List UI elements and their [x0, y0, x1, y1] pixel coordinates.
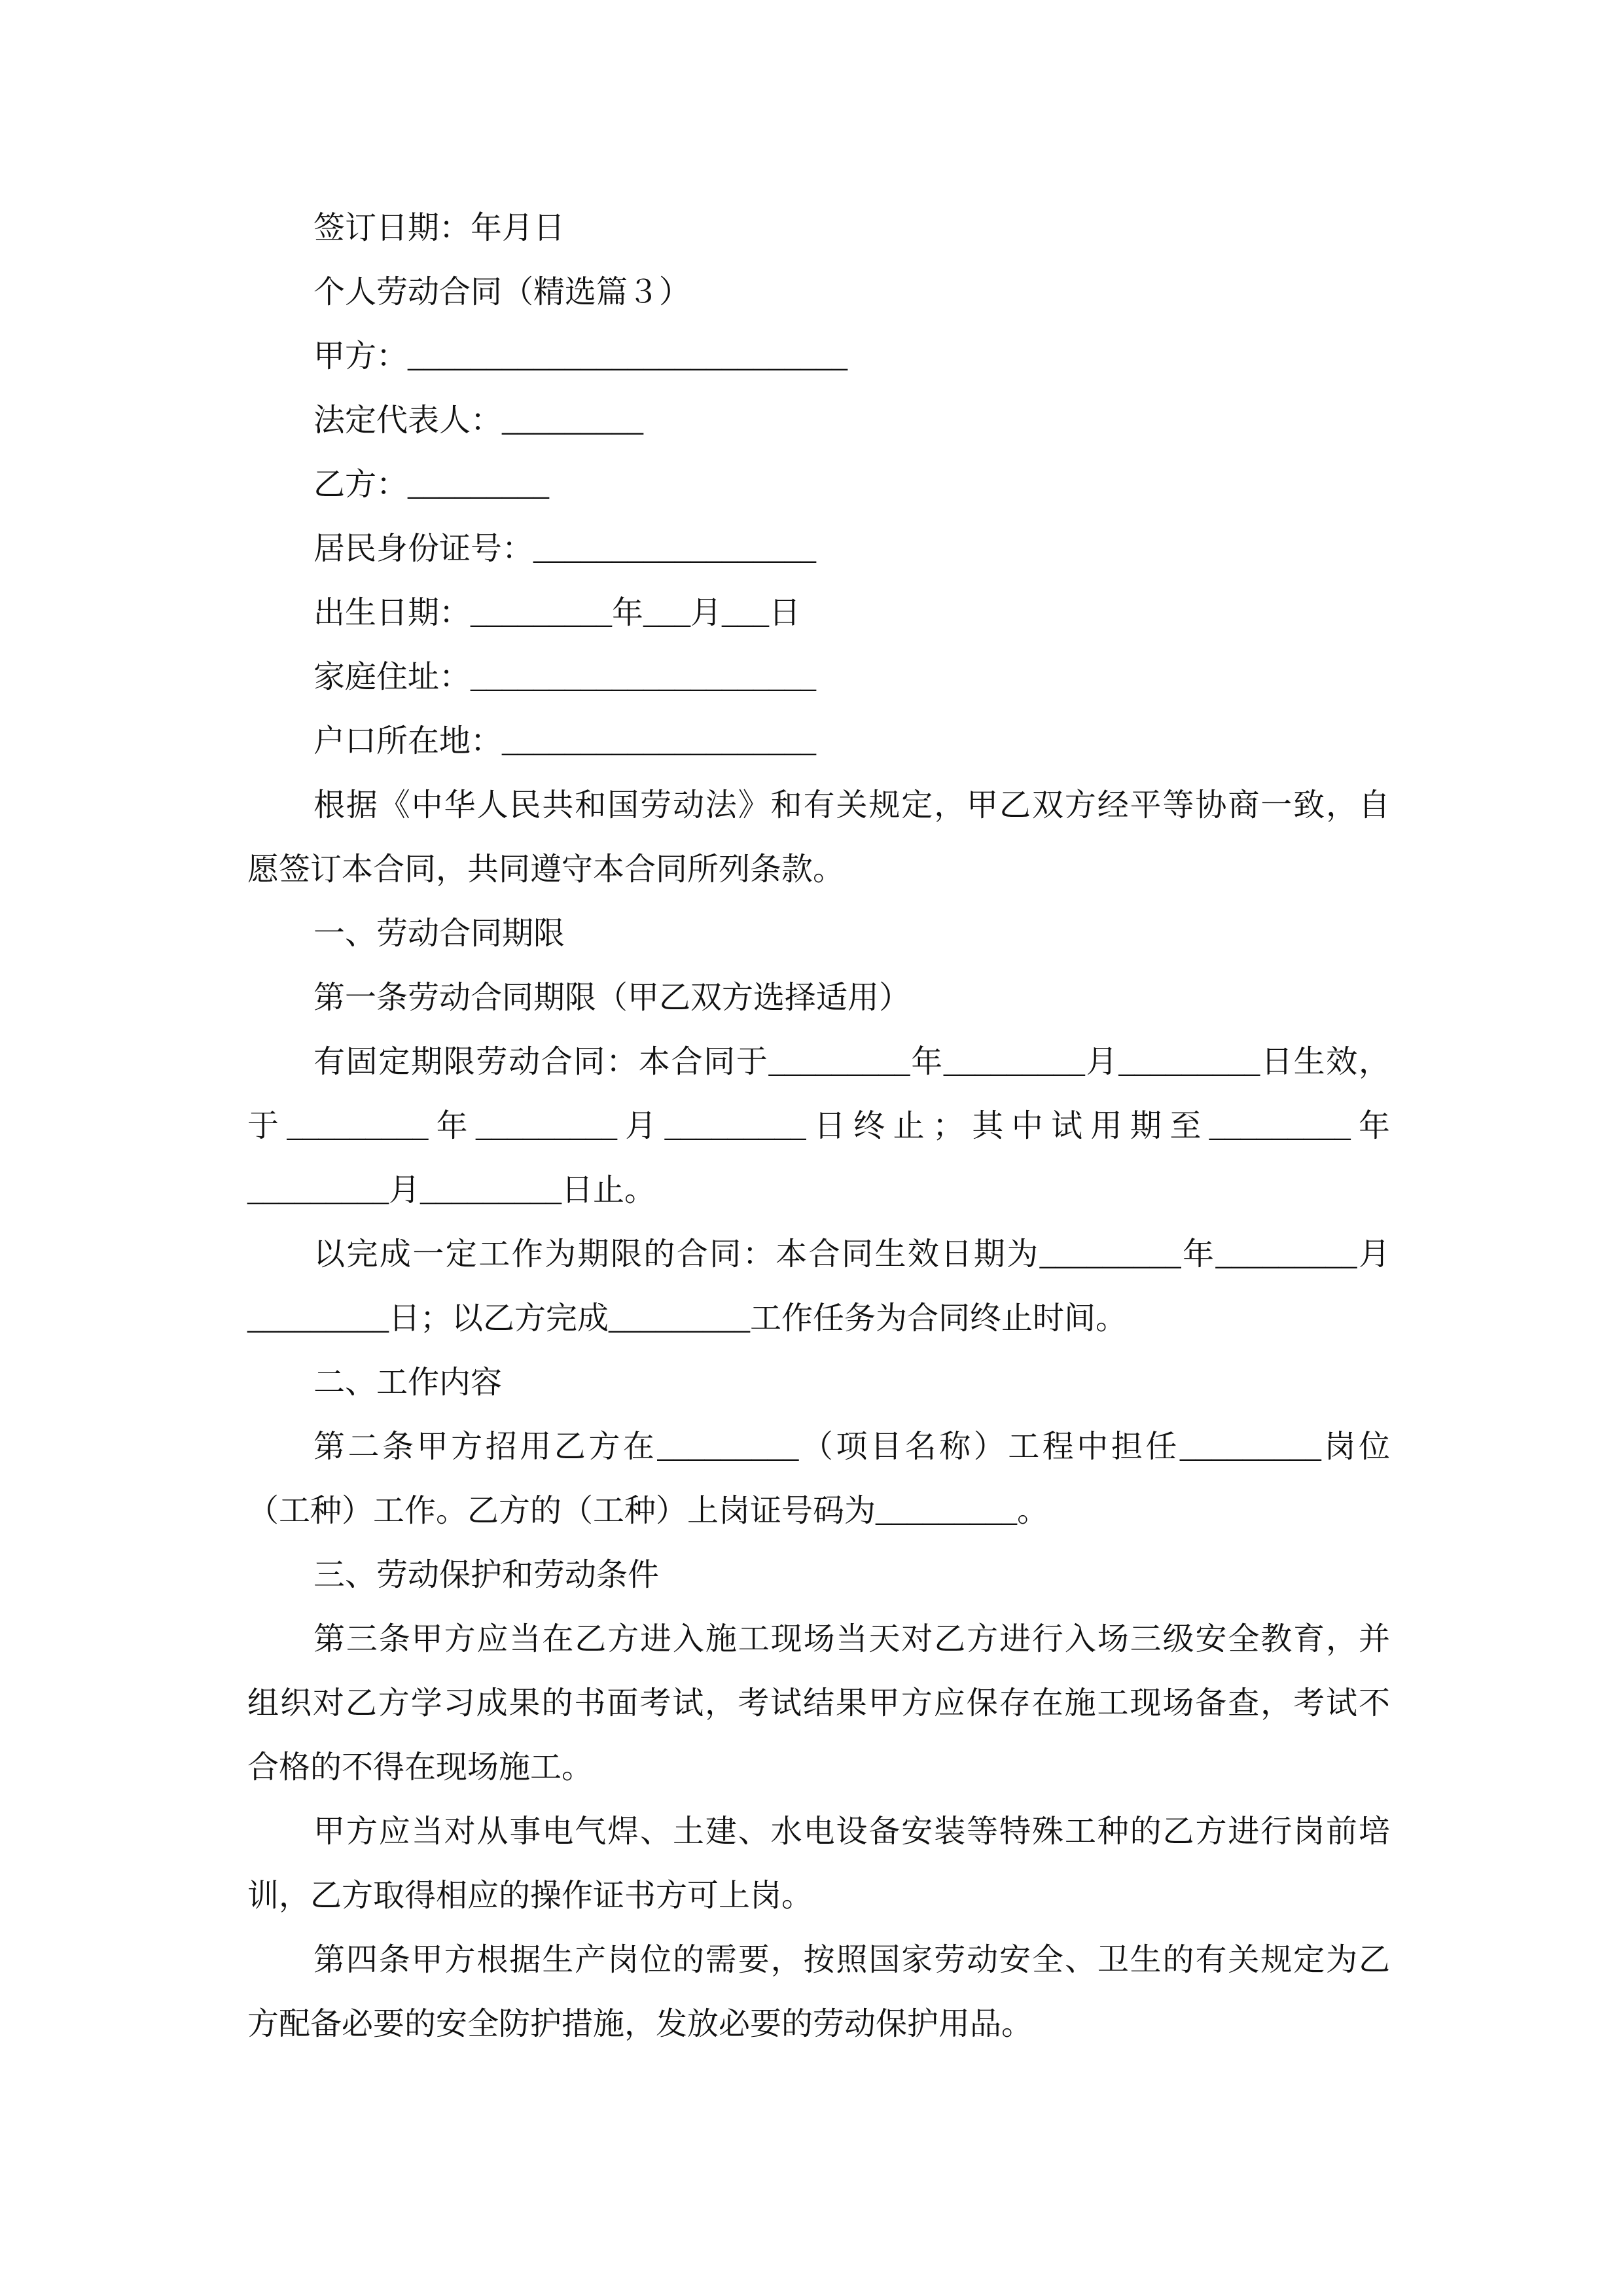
- text-line: 有固定期限劳动合同：本合同于_________年_________月_________日生效，: [313, 1045, 1390, 1079]
- text-line: 第二条甲方招用乙方在_________（项目名称）工程中担任_________岗位: [313, 1429, 1390, 1464]
- text-line: 方配备必要的安全防护措施，发放必要的劳动保护用品。: [247, 2007, 1033, 2041]
- text-line: 第四条甲方根据生产岗位的需要，按照国家劳动安全、卫生的有关规定为乙: [313, 1943, 1390, 1977]
- text-line: 乙方：_________: [313, 467, 550, 502]
- text-line: 出生日期：_________年___月___日: [313, 596, 801, 630]
- text-line: （工种）工作。乙方的（工种）上岗证号码为_________。: [247, 1494, 1049, 1528]
- text-line: 法定代表人：_________: [313, 403, 644, 438]
- text-line: 居民身份证号：__________________: [313, 531, 817, 566]
- text-line: 训，乙方取得相应的操作证书方可上岗。: [247, 1878, 813, 1913]
- text-line: _________月_________日止。: [247, 1173, 656, 1208]
- text-line: 组织对乙方学习成果的书面考试，考试结果甲方应保存在施工现场备查，考试不: [247, 1686, 1390, 1721]
- text-line: 以完成一定工作为期限的合同：本合同生效日期为_________年_________月: [313, 1237, 1390, 1272]
- text-line: 一、劳动合同期限: [313, 916, 565, 951]
- text-line: 户口所在地：____________________: [313, 724, 817, 759]
- text-line: 第三条甲方应当在乙方进入施工现场当天对乙方进行入场三级安全教育，并: [313, 1622, 1390, 1657]
- text-line: 三、劳动保护和劳动条件: [313, 1558, 660, 1592]
- text-line: 第一条劳动合同期限（甲乙双方选择适用）: [313, 980, 911, 1015]
- text-line: 二、工作内容: [313, 1365, 503, 1400]
- text-line: 于 _________ 年 _________ 月 _________ 日 终 止 ； 其 中 试 用 期 至 _________ 年: [247, 1109, 1390, 1143]
- text-line: 签订日期：年月日: [313, 211, 565, 245]
- text-line: 个人劳动合同（精选篇３）: [313, 275, 691, 310]
- text-line: _________日；以乙方完成_________工作任务为合同终止时间。: [247, 1301, 1128, 1336]
- text-line: 家庭住址：______________________: [313, 660, 817, 694]
- text-line: 合格的不得在现场施工。: [247, 1750, 594, 1785]
- text-line: 甲方：____________________________: [313, 339, 848, 374]
- text-line: 根据《中华人民共和国劳动法》和有关规定，甲乙双方经平等协商一致，自: [313, 788, 1390, 823]
- text-line: 甲方应当对从事电气焊、土建、水电设备安装等特殊工种的乙方进行岗前培: [313, 1814, 1390, 1849]
- contract-document: [247, 196, 1390, 2056]
- text-line: 愿签订本合同，共同遵守本合同所列条款。: [247, 852, 845, 887]
